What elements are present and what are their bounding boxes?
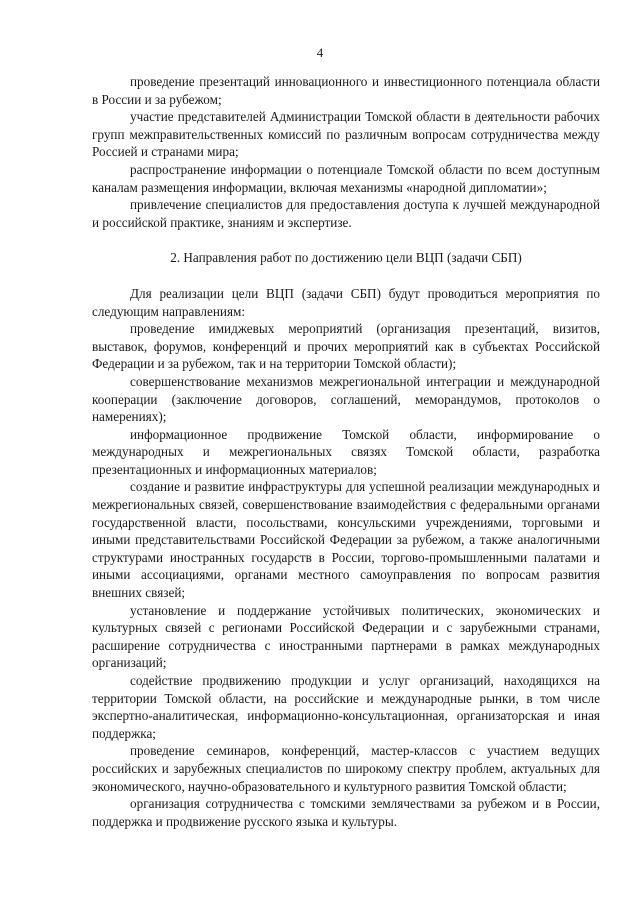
- page-number: 4: [316, 45, 324, 60]
- paragraph: распространение информации о потенциале Томской области по всем доступным каналам размещения информации, включая механизмы «народной дипломатии»;: [92, 161, 600, 195]
- paragraph: проведение имиджевых мероприятий (организация презентаций, визитов, выставок, форумов, конференций и прочих мероприятий как в субъектах Российской Федерации и за рубежом, так и на территории Томской области);: [92, 321, 600, 372]
- paragraph: установление и поддержание устойчивых политических, экономических и культурных связей с регионами Российской Федерации и с зарубежными странами, расширение сотрудничества с иностранными партнерами в рамках международных организаций;: [92, 602, 600, 671]
- paragraph: проведение семинаров, конференций, мастер-классов с участием ведущих российских и зарубежных специалистов по широкому спектру проблем, актуальных для экономического, научно-образовательного и культурного развития Томской области;: [92, 743, 600, 794]
- intro-paragraph: Для реализации цели ВЦП (задачи СБП) будут проводиться мероприятия по следующим направлениям:: [92, 285, 600, 319]
- paragraph: проведение презентаций инновационного и инвестиционного потенциала области в России и за рубежом;: [92, 74, 600, 107]
- paragraph: создание и развитие инфраструктуры для успешной реализации международных и межрегиональных связей, совершенствование взаимодействия с федеральными органами государственной власти, посольствами, консульскими учреждениями, торговыми и иными представительствами Российской Федерации за рубежом, а также аналогичными структурами иностранных государств в России, торгово-промышленными палатами и иными ассоциациями, органами местного самоуправления по вопросам развития внешних связей;: [92, 479, 600, 601]
- paragraph: совершенствование механизмов межрегиональной интеграции и международной кооперации (заключение договоров, соглашений, меморандумов, протоколов о намерениях);: [92, 373, 600, 425]
- section-heading: 2. Направления работ по достижению цели ВЦП (задачи СБП): [170, 250, 522, 266]
- document-body: [92, 73, 600, 830]
- paragraph: организация сотрудничества с томскими землячествами за рубежом и в России, поддержка и продвижение русского языка и культуры.: [92, 796, 600, 829]
- paragraph: привлечение специалистов для предоставления доступа к лучшей международной и российской практике, знаниям и экспертизе.: [92, 197, 600, 230]
- paragraph: участие представителей Администрации Томской области в деятельности рабочих групп межправительственных комиссий по различным вопросам сотрудничества между Россией и странами мира;: [92, 109, 600, 160]
- paragraph: содействие продвижению продукции и услуг организаций, находящихся на территории Томской области, на российские и международные рынки, в том числе экспертно-аналитическая, информационно-консультационная, организаторская и иная поддержка;: [92, 673, 600, 741]
- paragraph: информационное продвижение Томской области, информирование о международных и межрегиональных связях Томской области, разработка презентационных и информационных материалов;: [92, 426, 600, 477]
